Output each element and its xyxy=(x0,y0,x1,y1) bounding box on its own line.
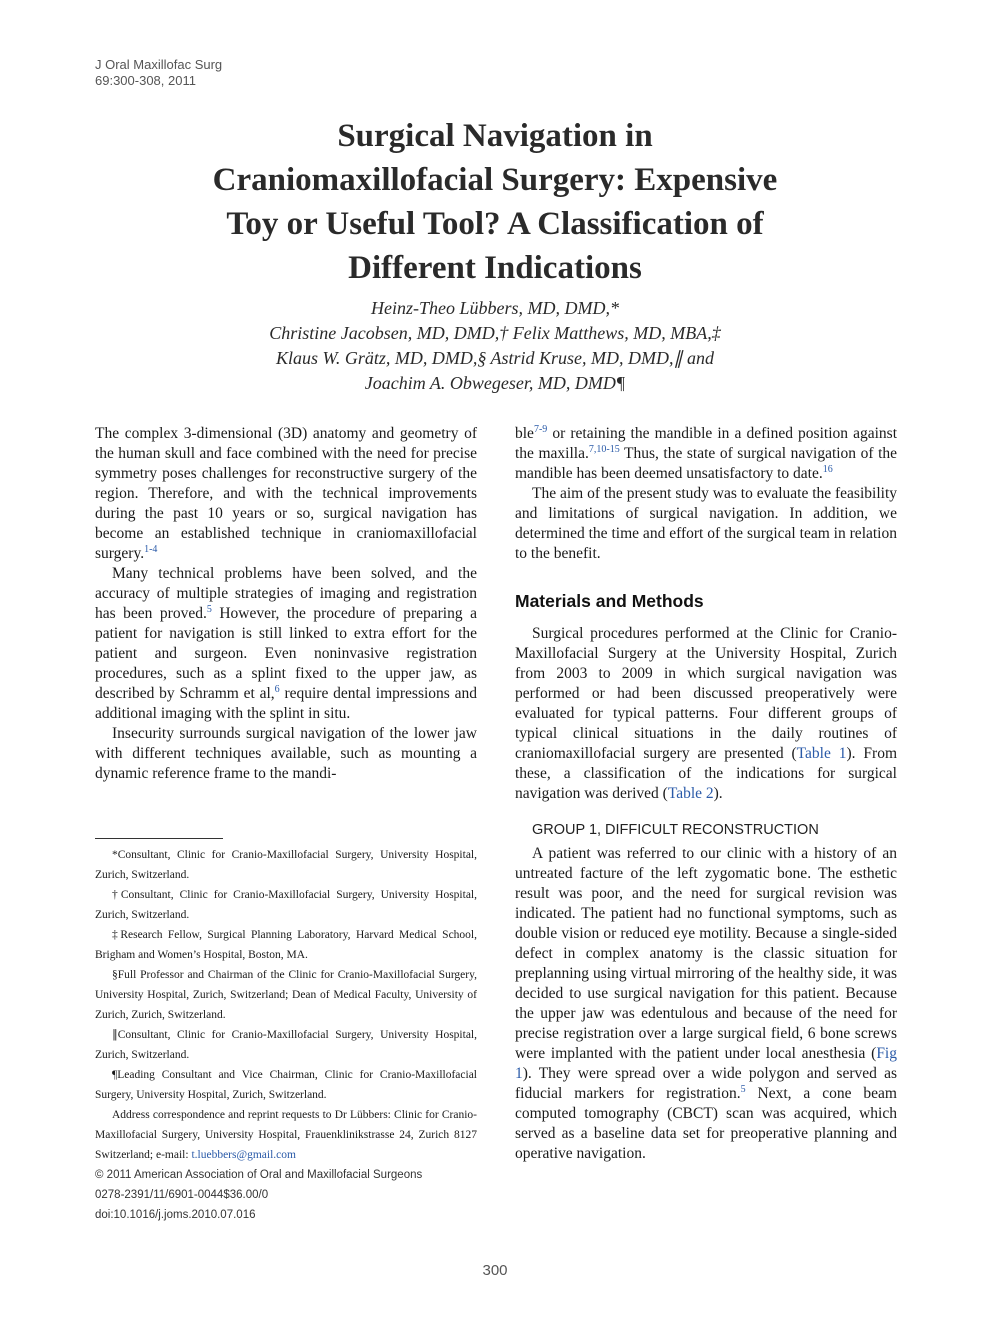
paragraph: Insecurity surrounds surgical navigation of the lower jaw with different techniques available, such as mounting a dynamic reference frame to the mandi- xyxy=(95,725,477,782)
right-column xyxy=(515,424,897,1164)
author-list xyxy=(95,296,895,396)
author-line: Joachim A. Obwegeser, MD, DMD¶ xyxy=(364,373,626,393)
author-line: Klaus W. Grätz, MD, DMD,§ Astrid Kruse, MD, DMD,∥ and xyxy=(275,348,715,368)
journal-volume: 69:300-308, 2011 xyxy=(95,73,196,88)
paragraph-text: Thus, the state of surgical navigation of the mandible has been deemed unsatisfactory to date. xyxy=(515,445,898,482)
citation-link[interactable]: 16 xyxy=(822,463,833,475)
paragraph-text: or retaining the mandible in a defined position against the maxilla. xyxy=(515,425,897,462)
paragraph-text: ). From these, a classification of the indications for surgical navigation was derived ( xyxy=(515,745,897,802)
paragraph-text: However, the procedure of preparing a patient for navigation is still linked to extra effort for the patient and surgeon. Even noninvasive registration procedures, such as a splint fixed to the upper jaw, as described by Schramm et al, xyxy=(95,605,477,702)
copyright-line: © 2011 American Association of Oral and Maxillofacial Surgeons xyxy=(95,1169,423,1181)
paragraph xyxy=(95,564,477,724)
email-link[interactable]: t.luebbers@gmail.com xyxy=(191,1149,296,1161)
footnote: §Full Professor and Chairman of the Clinic for Cranio-Maxillofacial Surgery, University Hospital, Zurich, Switzerland; Dean of Medical Faculty, University of Zurich, Zurich, Switzerland. xyxy=(95,969,477,1021)
paragraph xyxy=(95,424,477,564)
title-line: Surgical Navigation in xyxy=(337,118,653,154)
footnote: ‡Research Fellow, Surgical Planning Laboratory, Harvard Medical School, Brigham and Women’s Hospital, Boston, MA. xyxy=(95,929,477,961)
paragraph xyxy=(515,624,897,804)
journal-citation xyxy=(95,57,222,89)
paragraph-text: require dental impressions and additional imaging with the splint in situ. xyxy=(95,685,477,722)
paragraph xyxy=(515,424,897,484)
table-link[interactable]: Table 2 xyxy=(667,785,714,802)
article-title xyxy=(95,114,895,290)
author-line: Heinz-Theo Lübbers, MD, DMD,* xyxy=(371,298,619,318)
footnote: ¶Leading Consultant and Vice Chairman, Clinic for Cranio-Maxillofacial Surgery, University Hospital, Zurich, Switzerland. xyxy=(95,1069,477,1101)
paragraph-text: The complex 3-dimensional (3D) anatomy and geometry of the human skull and face combined with the need for precise symmetry poses challenges for reconstructive surgery of the region. Therefore, and with the technical improvements during the past 10 years or so, surgical navigation has become an established technique in craniomaxillofacial surgery. xyxy=(95,425,477,562)
subsection-heading: GROUP 1, DIFFICULT RECONSTRUCTION xyxy=(532,822,819,838)
title-line: Toy or Useful Tool? A Classification of xyxy=(226,206,764,242)
paragraph-text: ). They were spread over a wide polygon and served as fiducial markers for registration. xyxy=(515,1065,897,1102)
citation-link[interactable]: 7,10-15 xyxy=(588,443,620,455)
footnote: ∥Consultant, Clinic for Cranio-Maxillofacial Surgery, University Hospital, Zurich, Switzerland. xyxy=(95,1029,477,1061)
paragraph-text: A patient was referred to our clinic with a history of an untreated facture of the left zygomatic bone. The esthetic result was poor, and the need for surgical revision was indicated. The patient had no functional symptoms, such as double vision or reduced eye motility. Because a single-sided defect in complex anatomy is the classic situation for preplanning using virtual mirroring of the healthy side, it was decided to use surgical navigation for this patient. Because the upper jaw was edentulous and because of the need for precise registration over a large surgical field, 6 bone screws were implanted with the patient under local anesthesia ( xyxy=(515,845,897,1062)
paragraph-text: Many technical problems have been solved, and the accuracy of multiple strategies of imaging and registration has been proved. xyxy=(95,565,477,622)
footnote: *Consultant, Clinic for Cranio-Maxillofacial Surgery, University Hospital, Zurich, Switzerland. xyxy=(95,849,477,881)
journal-name: J Oral Maxillofac Surg xyxy=(95,57,223,72)
title-line: Craniomaxillofacial Surgery: Expensive xyxy=(212,162,778,198)
correspondence-footnote xyxy=(95,1105,477,1165)
citation-link[interactable]: 7-9 xyxy=(533,423,548,435)
paragraph-text: ). xyxy=(713,785,723,802)
citation-link[interactable]: 5 xyxy=(206,603,212,615)
issn-line: 0278-2391/11/6901-0044$36.00/0 xyxy=(95,1189,269,1201)
footnote-divider xyxy=(95,838,223,839)
table-link[interactable]: Table 1 xyxy=(796,745,847,762)
author-line: Christine Jacobsen, MD, DMD,† Felix Matthews, MD, MBA,‡ xyxy=(269,323,721,343)
doi-line: doi:10.1016/j.joms.2010.07.016 xyxy=(95,1209,256,1221)
footnotes xyxy=(95,845,477,1225)
paragraph-text: Next, a cone beam computed tomography (CBCT) scan was acquired, which served as a baseline data set for preoperative planning and operative navigation. xyxy=(515,1085,897,1162)
page-number: 300 xyxy=(482,1262,508,1279)
paragraph-text: ble xyxy=(515,425,534,442)
paragraph-text: Surgical procedures performed at the Clinic for Cranio-Maxillofacial Surgery at the University Hospital, Zurich from 2003 to 2009 in which surgical navigation was performed or had been discussed preoperatively were evaluated for typical patterns. Four different groups of typical clinical situations in the daily routines of craniomaxillofacial surgery are presented ( xyxy=(515,625,897,762)
citation-link[interactable]: 5 xyxy=(740,1083,746,1095)
correspondence-text: Address correspondence and reprint requests to Dr Lübbers: Clinic for Cranio-Maxillofacial Surgery, University Hospital, Frauenklinikstrasse 24, Zurich 8127 Switzerland; e-mail: xyxy=(95,1109,477,1161)
section-heading: Materials and Methods xyxy=(515,591,704,611)
citation-link[interactable]: 6 xyxy=(274,683,280,695)
footnote: †Consultant, Clinic for Cranio-Maxillofacial Surgery, University Hospital, Zurich, Switzerland. xyxy=(95,889,477,921)
citation-link[interactable]: 1-4 xyxy=(144,543,158,555)
figure-link[interactable]: Fig 1 xyxy=(515,1045,897,1082)
paragraph xyxy=(515,844,897,1164)
title-line: Different Indications xyxy=(348,250,642,286)
left-column xyxy=(95,424,477,784)
paragraph: The aim of the present study was to evaluate the feasibility and limitations of surgical navigation. In addition, we determined the time and effort of the surgical team in relation to the benefit. xyxy=(515,485,897,562)
